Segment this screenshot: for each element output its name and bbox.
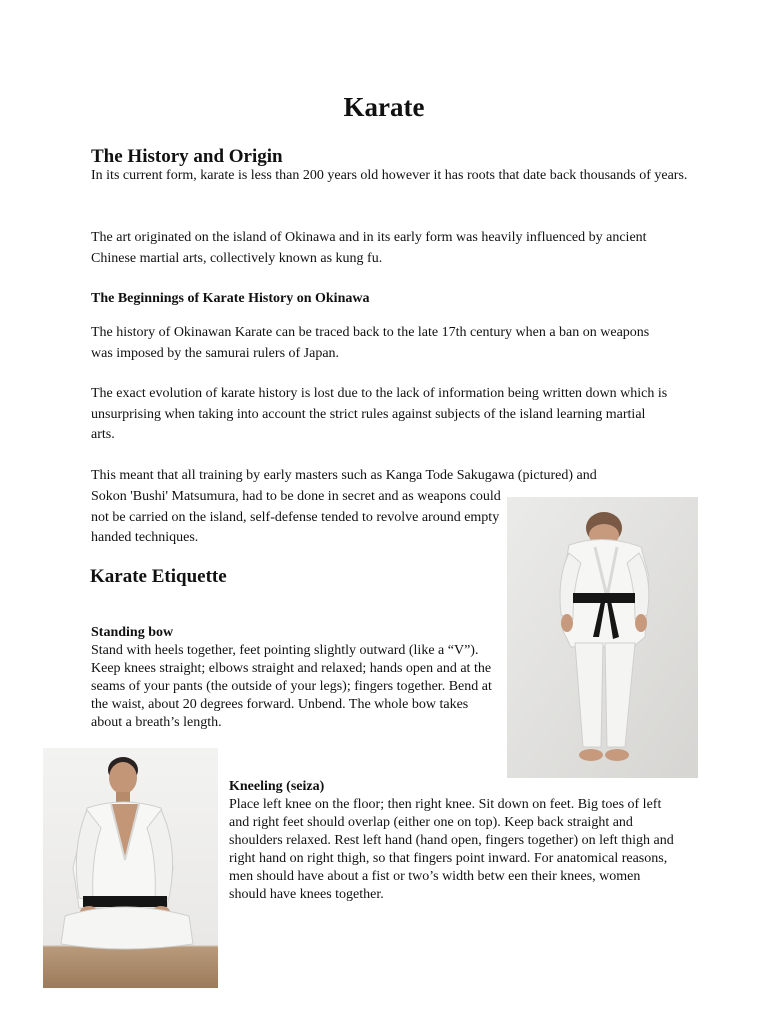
standing-bow-heading: Standing bow: [91, 625, 174, 640]
beginnings-paragraph-2: The exact evolution of karate history is lost due to the lack of information being written down which is unsurprising when taking into account the strict rules against subjects of the island learning martial arts.: [91, 386, 668, 442]
kneeling-seiza-photo: [43, 748, 218, 988]
subheading-beginnings: The Beginnings of Karate History on Okinawa: [91, 291, 370, 306]
beginnings-paragraph-3-rest: Sokon 'Bushi' Matsumura, had to be done in secret and as weapons could not be carried on the island, self-defense tended to revolve around empty handed techniques.: [91, 489, 501, 545]
beginnings-paragraph-1: The history of Okinawan Karate can be traced back to the late 17th century when a ban on weapons was imposed by the samurai rulers of Japan.: [91, 325, 650, 361]
kneeling-heading: Kneeling (seiza): [229, 779, 325, 794]
standing-bow-illustration: [507, 497, 698, 778]
section-heading-etiquette: Karate Etiquette: [90, 566, 227, 587]
section-heading-history: The History and Origin: [91, 146, 283, 167]
standing-bow-text: Stand with heels together, feet pointing slightly outward (like a “V”). Keep knees straight; elbows straight and relaxed; hands open and at the seams of your pants (the outside of your legs); fingers together. Bend at the waist, about 20 degrees forward. Unbend. The whole bow takes about a breath’s length.: [91, 643, 492, 730]
beginnings-paragraph-3-line-1: This meant that all training by early masters such as Kanga Tode Sakugawa (pictured) and: [91, 468, 597, 483]
page-title: Karate: [343, 92, 425, 122]
history-paragraph-1: In its current form, karate is less than 200 years old however it has roots that date back thousands of years.: [91, 168, 688, 183]
kneeling-seiza-illustration: [43, 748, 218, 988]
history-paragraph-2: The art originated on the island of Okinawa and in its early form was heavily influenced by ancient Chinese martial arts, collectively known as kung fu.: [91, 230, 647, 266]
kneeling-text: Place left knee on the floor; then right knee. Sit down on feet. Big toes of left and right feet should overlap (either one on top). Keep back straight and shoulders relaxed. Rest left hand (hand open, fingers together) on left thigh and right hand on right thigh, so that fingers point inward. For anatomical reasons, men should have about a fist or two’s width betw een their knees, women should have knees together.: [229, 797, 674, 902]
standing-bow-photo: [507, 497, 698, 778]
